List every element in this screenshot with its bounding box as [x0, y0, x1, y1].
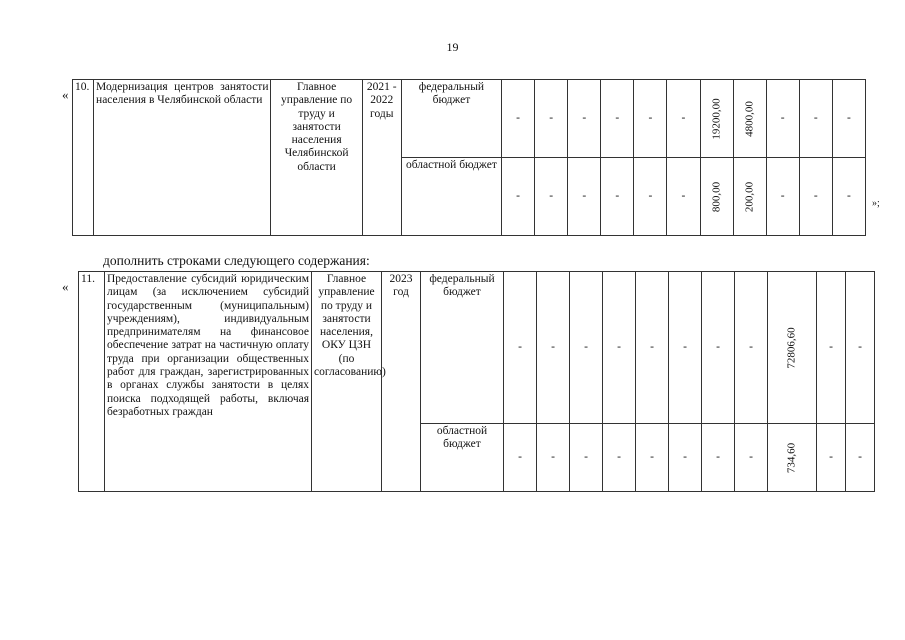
row11-federal-source: федеральный бюджет: [421, 272, 504, 424]
row10-regional-value-b: 200,00: [742, 181, 755, 212]
row10-federal-cell: -: [634, 80, 667, 158]
row10-regional-cell: -: [832, 158, 865, 236]
row11-regional-cell: -: [603, 424, 636, 492]
row11-year: 2023 год: [382, 272, 421, 492]
row11-federal-value-cell: [768, 272, 817, 424]
row10-regional-value-a-cell: [700, 158, 733, 236]
row10-regional-cell: -: [535, 158, 568, 236]
row11-regional-value-cell: [768, 424, 817, 492]
row10-federal-cell: -: [766, 80, 799, 158]
row10-federal-cell: -: [832, 80, 865, 158]
row11-federal-cell: -: [636, 272, 669, 424]
row10-federal-cell: -: [535, 80, 568, 158]
row11-regional-value: 734,60: [785, 442, 798, 473]
row10-federal-cell: -: [568, 80, 601, 158]
table-row10: [72, 79, 866, 236]
row11-executor: Главное управление по труду и занятости населения, ОКУ ЦЗН (по согласованию): [312, 272, 382, 492]
row10-federal-value-b: 4800,00: [742, 100, 755, 137]
row10-regional-cell: -: [502, 158, 535, 236]
row10-regional-cell: -: [634, 158, 667, 236]
row11-regional-cell: -: [537, 424, 570, 492]
row11-federal-cell: -: [702, 272, 735, 424]
add-rows-heading: дополнить строками следующего содержания:: [103, 253, 370, 268]
row11-regional-cell: -: [504, 424, 537, 492]
row11-regional-cell: -: [846, 424, 875, 492]
row11-regional-cell: -: [636, 424, 669, 492]
row10-regional-value-b-cell: [733, 158, 766, 236]
row11-federal-cell: -: [669, 272, 702, 424]
page-number: 19: [446, 40, 459, 54]
row11-federal-cell: -: [603, 272, 636, 424]
row11-federal-cell: -: [504, 272, 537, 424]
row10-regional-cell: -: [799, 158, 832, 236]
table-row11: [78, 271, 875, 492]
row10-federal-value-a: 19200,00: [709, 97, 722, 140]
row10-regional-cell: -: [601, 158, 634, 236]
row10-federal-cell: -: [601, 80, 634, 158]
row10-regional-cell: -: [667, 158, 700, 236]
row10-regional-value-a: 800,00: [709, 181, 722, 212]
row11-regional-cell: -: [735, 424, 768, 492]
row11-regional-source: областной бюджет: [421, 424, 504, 492]
closing-quote-row10: »;: [872, 198, 880, 209]
row10-federal-cell: -: [667, 80, 700, 158]
opening-quote-row10: «: [62, 87, 69, 102]
row11-regional-cell: -: [817, 424, 846, 492]
row10-federal-cell: -: [502, 80, 535, 158]
row11-regional-cell: -: [669, 424, 702, 492]
row10-name: Модернизация центров занятости населения в Челябинской области: [94, 80, 271, 236]
row11-federal-cell: -: [570, 272, 603, 424]
row11-federal-cell: -: [846, 272, 875, 424]
row10-regional-cell: -: [766, 158, 799, 236]
row10-regional-source: областной бюджет: [401, 158, 501, 236]
row10-federal-cell: -: [799, 80, 832, 158]
row10-federal-source: федеральный бюджет: [401, 80, 501, 158]
row10-years: 2021 - 2022 годы: [362, 80, 401, 236]
opening-quote-row11: «: [62, 279, 69, 294]
row11-federal-cell: -: [817, 272, 846, 424]
row10-federal-value-a-cell: [700, 80, 733, 158]
row11-name: Предоставление субсидий юридическим лицам (за исключением субсидий государственным (муниципальным) учреждениям), индивидуальным предпринимателям на финансовое обеспечение затрат на частичную оплату труда при организации общественных работ для граждан, зарегистрированных в органах службы занятости в целях поиска подходящей работы, включая безработных граждан: [105, 272, 312, 492]
row11-federal-cell: -: [735, 272, 768, 424]
row11-regional-cell: -: [702, 424, 735, 492]
row11-federal-value: 72806,60: [785, 326, 798, 369]
row11-regional-cell: -: [570, 424, 603, 492]
row10-number: 10.: [73, 80, 94, 236]
row11-number: 11.: [79, 272, 105, 492]
row10-regional-cell: -: [568, 158, 601, 236]
row10-executor: Главное управление по труду и занятости населения Челябинской области: [271, 80, 362, 236]
row10-federal-value-b-cell: [733, 80, 766, 158]
row11-federal-cell: -: [537, 272, 570, 424]
